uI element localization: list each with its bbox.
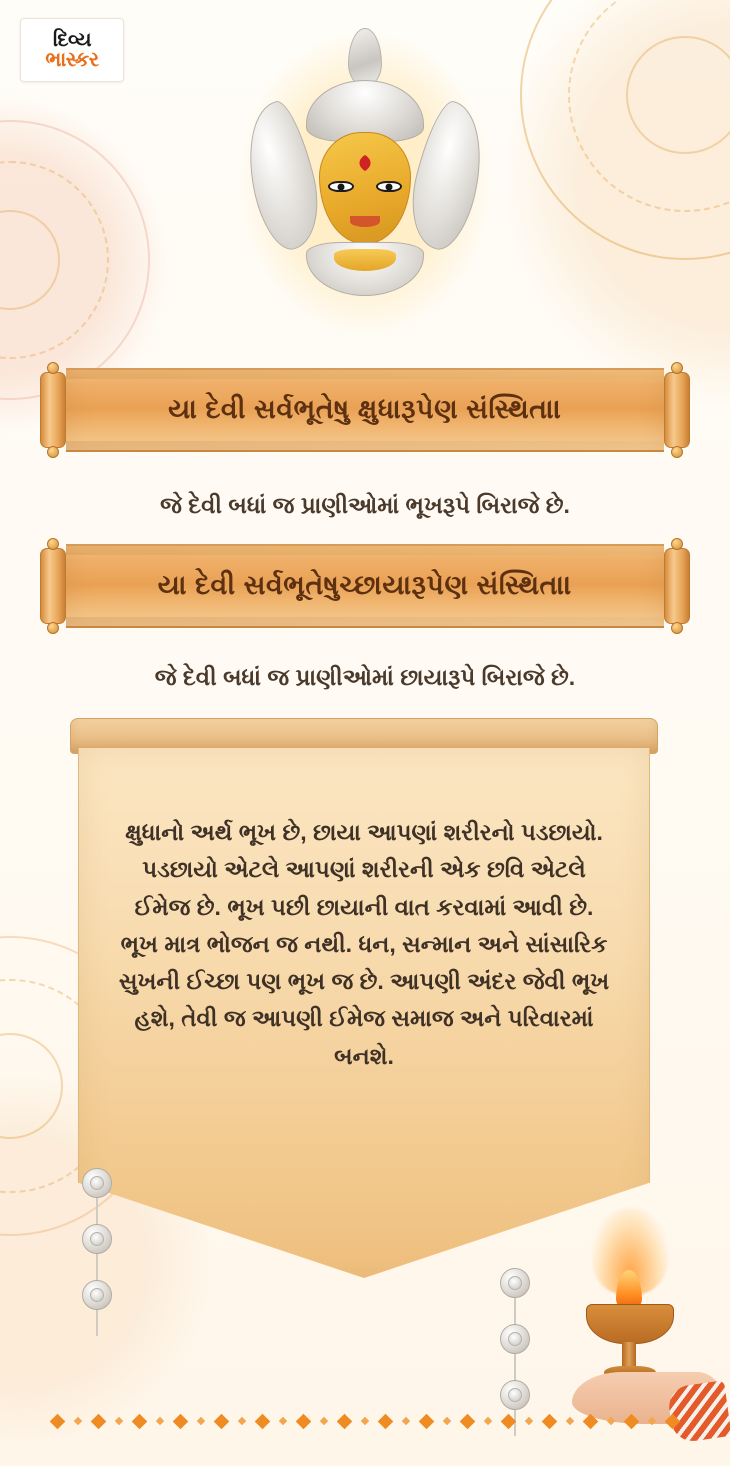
- scroll-roll-right-2: [662, 538, 692, 634]
- scroll-roll-left-1: [38, 362, 68, 458]
- divya-bhaskar-logo: [20, 18, 124, 82]
- hanging-bead-string-left: [82, 1168, 112, 1336]
- lips: [350, 216, 380, 227]
- crown: [306, 28, 424, 142]
- explanation-text: ક્ષુધાનો અર્થ ભૂખ છે, છાયા આપણાં શરીરનો પડછાયો. પડછાયો એટલે આપણાં શરીરની એક છવિ એટલે ઈમેજ છે. ભૂખ પછી છાયાની વાત કરવામાં આવી છે. ભૂખ માત્ર ભોજન જ નથી. ધન, સન્માન અને સાંસારિક સુખની ઈચ્છા પણ ભૂખ જ છે. આપણી અંદર જેવી ભૂખ હશે, તેવી જ આપણી ઈમેજ સમાજ અને પરિવારમાં બનશે.: [118, 819, 610, 1069]
- bead: [500, 1268, 530, 1298]
- bead: [500, 1380, 530, 1410]
- crown-tip: [348, 28, 382, 86]
- verse-scroll-1: [38, 362, 692, 458]
- scroll-roll-right-1: [662, 362, 692, 458]
- eye-right: [376, 181, 402, 192]
- bottom-diamond-border: [0, 1410, 730, 1432]
- bead: [82, 1224, 112, 1254]
- scroll-roll-left-2: [38, 538, 68, 634]
- lamp-stem: [622, 1342, 636, 1368]
- eye-left: [328, 181, 354, 192]
- verse-text-1: યા દેવી સર્વભૂતેષુ ક્ષુધારૂપેણ સંસ્થિતા।: [168, 394, 562, 424]
- verse-scroll-2: [38, 538, 692, 634]
- durga-goddess-icon: [245, 28, 485, 338]
- aarti-lamp-icon: [552, 1208, 722, 1408]
- lamp-bowl: [586, 1304, 674, 1344]
- explanation-parchment: [64, 718, 664, 1278]
- bead: [82, 1280, 112, 1310]
- bead: [500, 1324, 530, 1354]
- bead: [82, 1168, 112, 1198]
- logo-line-2: ભાસ્કર: [45, 49, 99, 71]
- mandala-decor-top-right: [520, 0, 730, 260]
- verse-text-2: યા દેવી સર્વભૂતેષુચ્છાયારૂપેણ સંસ્થિતા।: [157, 570, 573, 600]
- third-eye-icon: [357, 155, 374, 172]
- verse-meaning-2: જે દેવી બધાં જ પ્રાણીઓમાં છાયારૂપે બિરાજે છે.: [154, 664, 576, 690]
- mandala-decor-top-left: [0, 120, 150, 400]
- logo-line-1: દિવ્ય: [52, 28, 92, 51]
- verse-meaning-1: જે દેવી બધાં જ પ્રાણીઓમાં ભૂખરૂપે બિરાજે છે.: [160, 492, 570, 518]
